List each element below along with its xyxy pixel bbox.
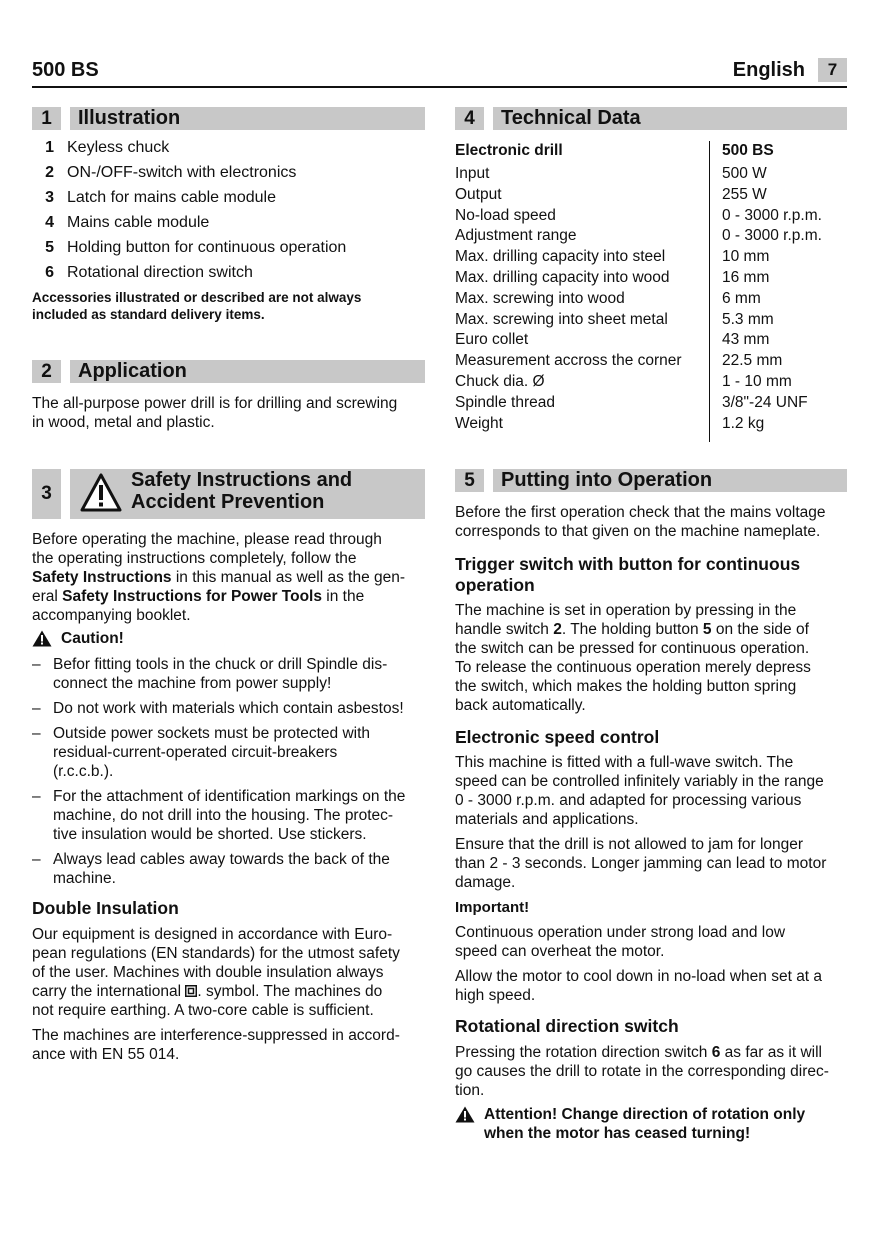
list-item: 2 ON-/OFF-switch with electronics [45,164,297,181]
section-4-header [455,107,847,130]
table-row: Input 500 W [455,165,767,182]
caution-icon [455,1106,475,1123]
trigger-switch-text: The machine is set in operation by pressing in the handle switch 2. The holding button 5 on the side of the switch can be pressed for continuous operation. To release the continuous operation merely depress the switch, which makes the holding button spring back automatically. [455,602,811,714]
application-text: The all-purpose power drill is for drilling and screwing in wood, metal and plastic. [32,395,398,431]
caution-icon [32,630,52,647]
list-item: 6 Rotational direction switch [45,264,253,281]
speed-control-text: This machine is fitted with a full-wave switch. The speed can be controlled infinitely variably in the range 0 - 3000 r.p.m. and adapted for processing various materials and applications. Ensure that the drill is not allowed to jam for longer than 2 - 3 seconds. Longer jamming can lead to motor damage. Important! Continuous operation under strong load and low speed can overheat the motor. Allow the motor to cool down in no-load when set at a high speed. [455,754,827,1004]
list-item: 4 Mains cable module [45,214,210,231]
illustration-list [32,138,425,288]
table-row: Weight 1.2 kg [455,414,765,432]
table-row: No-load speed 0 - 3000 r.p.m. [455,206,822,224]
section-title: Putting into Operation [493,469,847,492]
list-item: – Do not work with materials which contain asbestos! [32,700,404,717]
section-title: Illustration [70,107,425,130]
section-1-header [32,107,425,130]
model-name: 500 BS [32,59,99,81]
table-row: Spindle thread 3/8"-24 UNF [455,393,808,411]
section-5-header [455,469,847,492]
section-title-line-2: Accident Prevention [131,491,325,513]
double-insulation-text: Our equipment is designed in accordance with Euro- pean regulations (EN standards) for the utmost safety of the user. Machines with double insulation always carry the international . symbol. The machines do not require earthing. A two-core cable is sufficient. The machines are interference-suppressed in accord- ance with EN 55 014. [32,926,400,1063]
page-header [32,57,847,88]
table-row: Max. screwing into sheet metal 5.3 mm [455,310,774,328]
table-row: Chuck dia. Ø 1 - 10 mm [455,372,792,390]
table-row: Output 255 W [455,185,767,203]
page-number: 7 [818,58,847,82]
list-item: – For the attachment of identification markings on the machine, do not drill into the housing. The protec- tive insulation would be shorted. Use stickers. [32,788,406,843]
accessories-note: Accessories illustrated or described are not always included as standard delivery items. [32,290,362,322]
list-item: – Always lead cables away towards the back of the machine. [32,851,390,887]
speed-control-heading: Electronic speed control [455,727,660,747]
table-row: Max. drilling capacity into steel 10 mm [455,248,770,266]
list-item: 3 Latch for mains cable module [45,189,276,206]
table-header: Electronic drill 500 BS [455,142,774,159]
double-insulation-icon [185,985,197,997]
list-item: 1 Keyless chuck [45,139,170,156]
safety-bullets [32,655,425,894]
caution-label: Caution! [32,629,425,648]
section-title: Application [70,360,425,383]
double-insulation-heading: Double Insulation [32,898,179,918]
warning-triangle-icon [80,473,122,513]
section-number: 2 [32,360,61,383]
trigger-switch-heading: Trigger switch with button for continuous operation [455,554,801,595]
table-row: Measurement accross the corner 22.5 mm [455,352,783,370]
technical-data-table [455,141,847,434]
list-item: – Outside power sockets must be protected with residual-current-operated circuit-breakers (r.c.c.b.). [32,725,371,780]
list-item: 5 Holding button for continuous operation [45,239,347,256]
language-label: English [732,59,805,81]
section-3-number: 3 [32,469,61,519]
safety-intro: Before operating the machine, please read through the operating instructions completely, follow the Safety Instructions in this manual as well as the gen- eral Safety Instructions for Power Tools in the accompanying booklet. [32,531,406,624]
rotation-switch-text: Pressing the rotation direction switch 6 as far as it will go causes the drill to rotate in the corresponding direc- tion. [455,1044,829,1099]
table-row: Max. drilling capacity into wood 16 mm [455,268,770,286]
table-row: Adjustment range 0 - 3000 r.p.m. [455,227,822,245]
rotation-switch-heading: Rotational direction switch [455,1016,679,1036]
section-number: 5 [455,469,484,492]
table-row: Max. screwing into wood 6 mm [455,289,761,307]
section-number: 4 [455,107,484,130]
section-title: Safety Instructions and [131,469,353,491]
section-2-header [32,360,425,383]
list-item: – Befor fitting tools in the chuck or drill Spindle dis- connect the machine from power supply! [32,656,388,692]
table-row: Euro collet 43 mm [455,331,770,349]
operation-intro: Before the first operation check that the mains voltage corresponds to that given on the machine nameplate. [455,504,826,540]
section-number: 1 [32,107,61,130]
section-3-header [70,469,425,519]
section-title: Technical Data [493,107,847,130]
attention-note: Attention! Change direction of rotation only when the motor has ceased turning! [455,1105,848,1143]
